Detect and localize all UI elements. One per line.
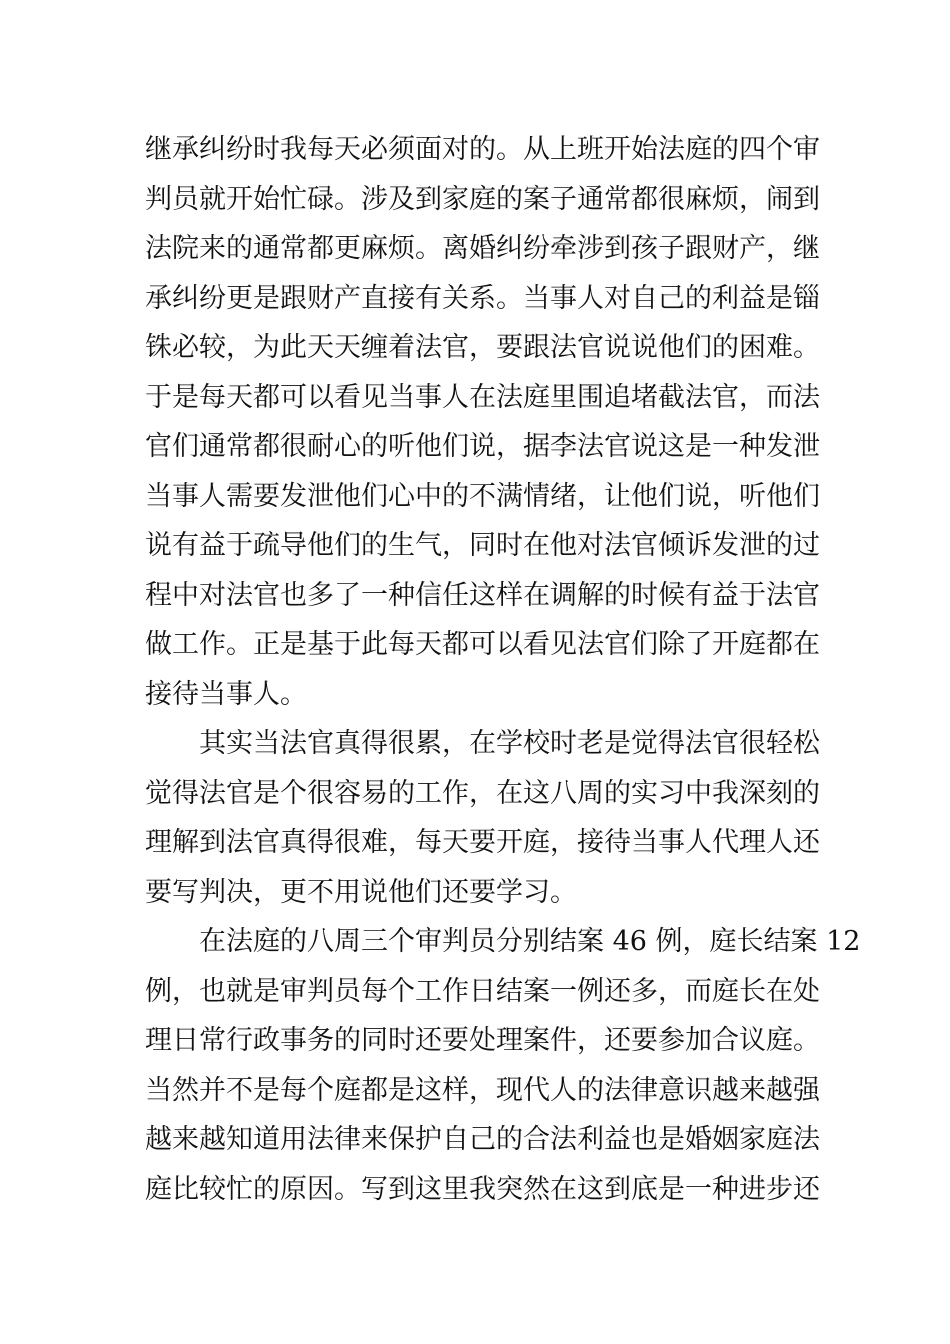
text-line: 法院来的通常都更麻烦。离婚纠纷牵涉到孩子跟财产，继	[145, 233, 820, 264]
text-line: 觉得法官是个很容易的工作，在这八周的实习中我深刻的	[145, 777, 820, 809]
text-line: 说有益于疏导他们的生气，同时在他对法官倾诉发泄的过	[145, 530, 820, 561]
text-line: 铢必较，为此天天缠着法官，要跟法官说说他们的困难。	[145, 332, 820, 363]
text-line: 承纠纷更是跟财产直接有关系。当事人对自己的利益是锱	[145, 282, 820, 314]
text-line: 理解到法官真得很难，每天要开庭，接待当事人代理人还	[145, 827, 820, 858]
text-line: 官们通常都很耐心的听他们说，据李法官说这是一种发泄	[145, 431, 820, 462]
body-text	[145, 125, 861, 1214]
text-line: 做工作。正是基于此每天都可以看见法官们除了开庭都在	[145, 629, 820, 660]
paragraph-start-line: 在法庭的八周三个审判员分别结案 46 例，庭长结案 12	[199, 926, 861, 957]
text-line: 庭比较忙的原因。写到这里我突然在这到底是一种进步还	[145, 1173, 820, 1205]
text-line: 于是每天都可以看见当事人在法庭里围追堵截法官，而法	[145, 381, 820, 413]
paragraph-start-line: 其实当法官真得很累，在学校时老是觉得法官很轻松	[199, 728, 820, 759]
text-line: 要写判决，更不用说他们还要学习。	[145, 876, 577, 908]
text-line: 程中对法官也多了一种信任这样在调解的时候有益于法官	[145, 579, 820, 611]
text-line: 判员就开始忙碌。涉及到家庭的案子通常都很麻烦，闹到	[145, 183, 820, 215]
text-line: 越来越知道用法律来保护自己的合法利益也是婚姻家庭法	[145, 1124, 820, 1155]
text-line: 当事人需要发泄他们心中的不满情绪，让他们说，听他们	[145, 480, 820, 512]
text-line: 例，也就是审判员每个工作日结案一例还多，而庭长在处	[145, 975, 820, 1007]
text-line: 接待当事人。	[145, 678, 307, 710]
text-line: 理日常行政事务的同时还要处理案件，还要参加合议庭。	[145, 1025, 820, 1056]
text-line: 继承纠纷时我每天必须面对的。从上班开始法庭的四个审	[145, 134, 820, 165]
text-line: 当然并不是每个庭都是这样，现代人的法律意识越来越强	[145, 1074, 820, 1106]
